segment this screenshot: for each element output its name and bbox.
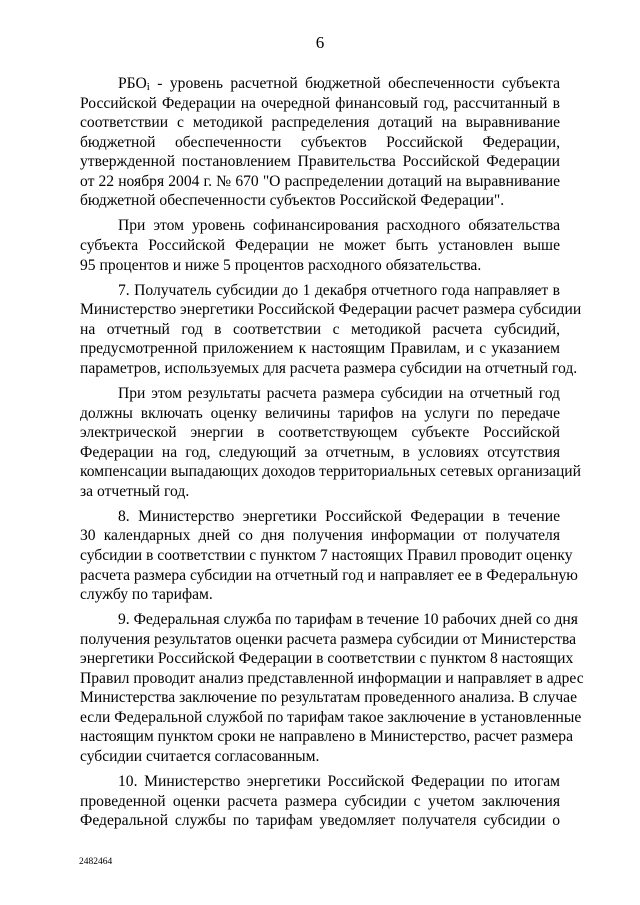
text-line: Федерации на год, следующий за отчетным, в условиях отсутствия [80,443,560,461]
text-line: 30 календарных дней со дня получения информации от получателя [80,527,560,545]
text-line: 9. Федеральная служба по тарифам в течение 10 рабочих дней со дня [118,611,578,629]
text-line: от 22 ноября 2004 г. № 670 "О распределении дотаций на выравнивание [80,172,560,190]
text-line: субсидии считается согласованным. [80,748,320,766]
text-line: субъекта Российской Федерации не может быть установлен выше [80,236,560,254]
text-line: службу по тарифам. [80,586,213,604]
text-line: бюджетной обеспеченности субъектов Российской Федерации, [80,133,560,151]
text-line: расчета размера субсидии на отчетный год и направляет ее в Федеральную [80,566,578,584]
subscript-index: i [146,81,150,93]
text-line: РБОi - уровень расчетной бюджетной обеспеченности субъекта [118,75,560,93]
text-line: субсидии в соответствии с пунктом 7 настоящих Правил проводит оценку [80,546,573,564]
document-body [80,74,584,836]
text-line: параметров, используемых для расчета размера субсидии на отчетный год. [80,359,578,377]
text-line: Правил проводит анализ представленной информации и направляет в адрес [80,669,584,687]
page-number: 6 [315,33,325,52]
paragraph-rbo-definition [80,74,560,211]
text-line: настоящим пунктом сроки не направлено в Министерство, расчет размера [80,728,574,746]
text-line: 8. Министерство энергетики Российской Федерации в течение [118,507,560,525]
text-line: утвержденной постановлением Правительства Российской Федерации [80,153,560,171]
text-line: получения результатов оценки расчета размера субсидии от Министерства [80,630,577,648]
text-line: электрической энергии в соответствующем субъекте Российской [80,424,560,442]
text-line: бюджетной обеспеченности субъектов Российской Федерации". [80,192,505,210]
text-line: 10. Министерство энергетики Российской Федерации по итогам [118,773,560,791]
text-line: должны включать оценку величины тарифов на услуги по передаче [80,404,560,422]
paragraph-calculation-results [80,384,581,501]
text-line: предусмотренной приложением к настоящим Правилам, и с указанием [80,340,560,358]
text-line: 7. Получатель субсидии до 1 декабря отчетного года направляет в [118,281,560,299]
text-line: соответствии с методикой распределения дотаций на выравнивание [80,114,560,132]
text-line: Министерства заключение по результатам проведенного анализа. В случае [80,689,578,707]
paragraph-cofinancing-level [80,216,560,275]
text-line: компенсации выпадающих доходов территориальных сетевых организаций [80,463,581,481]
text-line: энергетики Российской Федерации в соответствии с пунктом 8 настоящих [80,650,574,668]
text-line: Российской Федерации на очередной финансовый год, рассчитанный в [80,94,560,112]
text-line: 95 процентов и ниже 5 процентов расходного обязательства. [80,256,482,274]
document-footer-code: 2482464 [79,857,113,867]
text-line: Федеральной службы по тарифам уведомляет получателя субсидии о [80,812,560,830]
paragraph-item-7 [80,281,582,379]
text-line: на отчетный год в соответствии с методикой расчета субсидий, [80,320,560,338]
paragraph-item-9 [80,610,584,766]
text-line: за отчетный год. [80,482,190,500]
text-line: Министерство энергетики Российской Федерации расчет размера субсидии [80,301,582,319]
paragraph-item-8 [80,507,578,605]
text-line: При этом уровень софинансирования расходного обязательства [118,217,560,235]
text-line: если Федеральной службой по тарифам такое заключение в установленные [80,708,582,726]
text-line: проведенной оценки расчета размера субсидии с учетом заключения [80,792,560,810]
text-line: При этом результаты расчета размера субсидии на отчетный год [118,384,560,402]
paragraph-item-10 [80,772,560,831]
